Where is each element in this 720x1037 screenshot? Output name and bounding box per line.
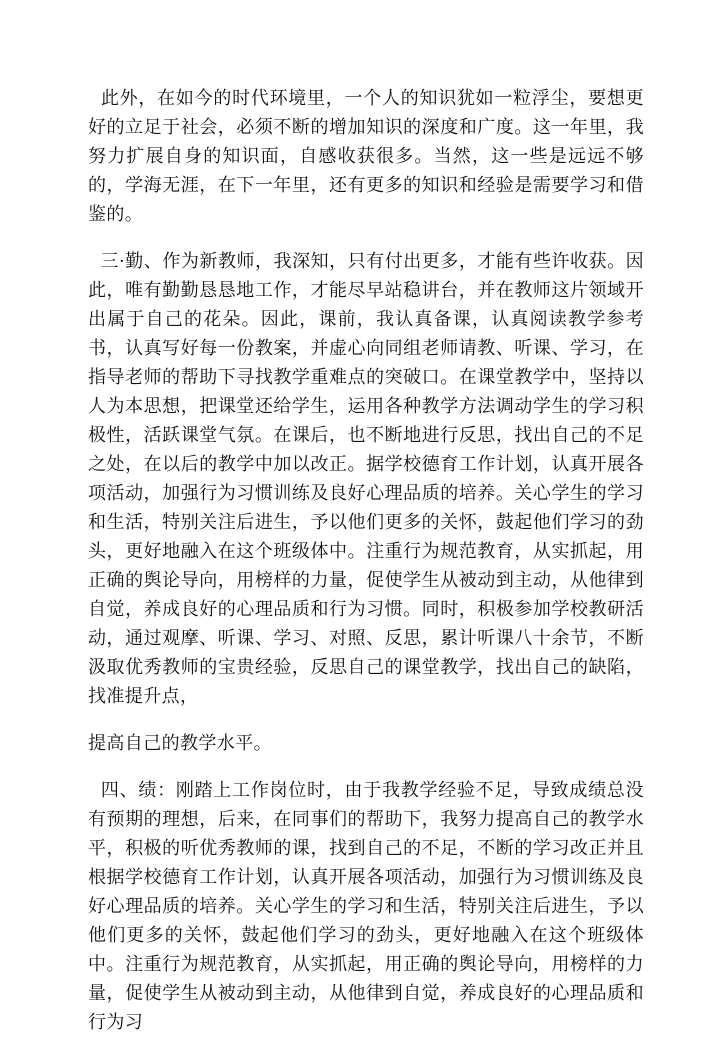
paragraph-achievements: 四、绩：刚踏上工作岗位时，由于我教学经验不足，导致成绩总没有预期的理想，后来，在同事们的帮助下，我努力提高自己的教学水平，积极的听优秀教师的课，找到自己的不足，不断的学习改正并且根据学校德育工作计划，认真开展各项活动，加强行为习惯训练及良好心理品质的培养。关心学生的学习和生活，特别关注后进生，予以他们更多的关怀，鼓起他们学习的劲头，更好地融入在这个班级体中。注重行为规范教育，从实抓起，用正确的舆论导向，用榜样的力量，促使学生从被动到主动，从他律到自觉，养成良好的心理品质和行为习 xyxy=(88,780,644,1033)
document-page xyxy=(88,84,644,1037)
paragraph-knowledge: 此外，在如今的时代环境里，一个人的知识犹如一粒浮尘，要想更好的立足于社会，必须不断的增加知识的深度和广度。这一年里，我努力扩展自身的知识面，自感收获很多。当然，这一些是远远不够的，学海无涯，在下一年里，还有更多的知识和经验是需要学习和借鉴的。 xyxy=(88,88,644,225)
paragraph-diligence: 三·勤、作为新教师，我深知，只有付出更多，才能有些许收获。因此，唯有勤勤恳恳地工作，才能尽早站稳讲台，并在教师这片领域开出属于自己的花朵。因此，课前，我认真备课，认真阅读教学参考书，认真写好每一份教案，并虚心向同组老师请教、听课、学习，在指导老师的帮助下寻找教学重难点的突破口。在课堂教学中，坚持以人为本思想，把课堂还给学生，运用各种教学方法调动学生的学习积极性，活跃课堂气氛。在课后，也不断地进行反思，找出自己的不足之处，在以后的教学中加以改正。据学校德育工作计划，认真开展各项活动，加强行为习惯训练及良好心理品质的培养。关心学生的学习和生活，特别关注后进生，予以他们更多的关怀，鼓起他们学习的劲头，更好地融入在这个班级体中。注重行为规范教育，从实抓起，用正确的舆论导向，用榜样的力量，促使学生从被动到主动，从他律到自觉，养成良好的心理品质和行为习惯。同时，积极参加学校教研活动，通过观摩、听课、学习、对照、反思，累计听课八十余节，不断汲取优秀教师的宝贵经验，反思自己的课堂教学，找出自己的缺陷，找准提升点， xyxy=(88,251,645,707)
paragraph-improve-teaching: 提高自己的教学水平。 xyxy=(88,733,272,754)
